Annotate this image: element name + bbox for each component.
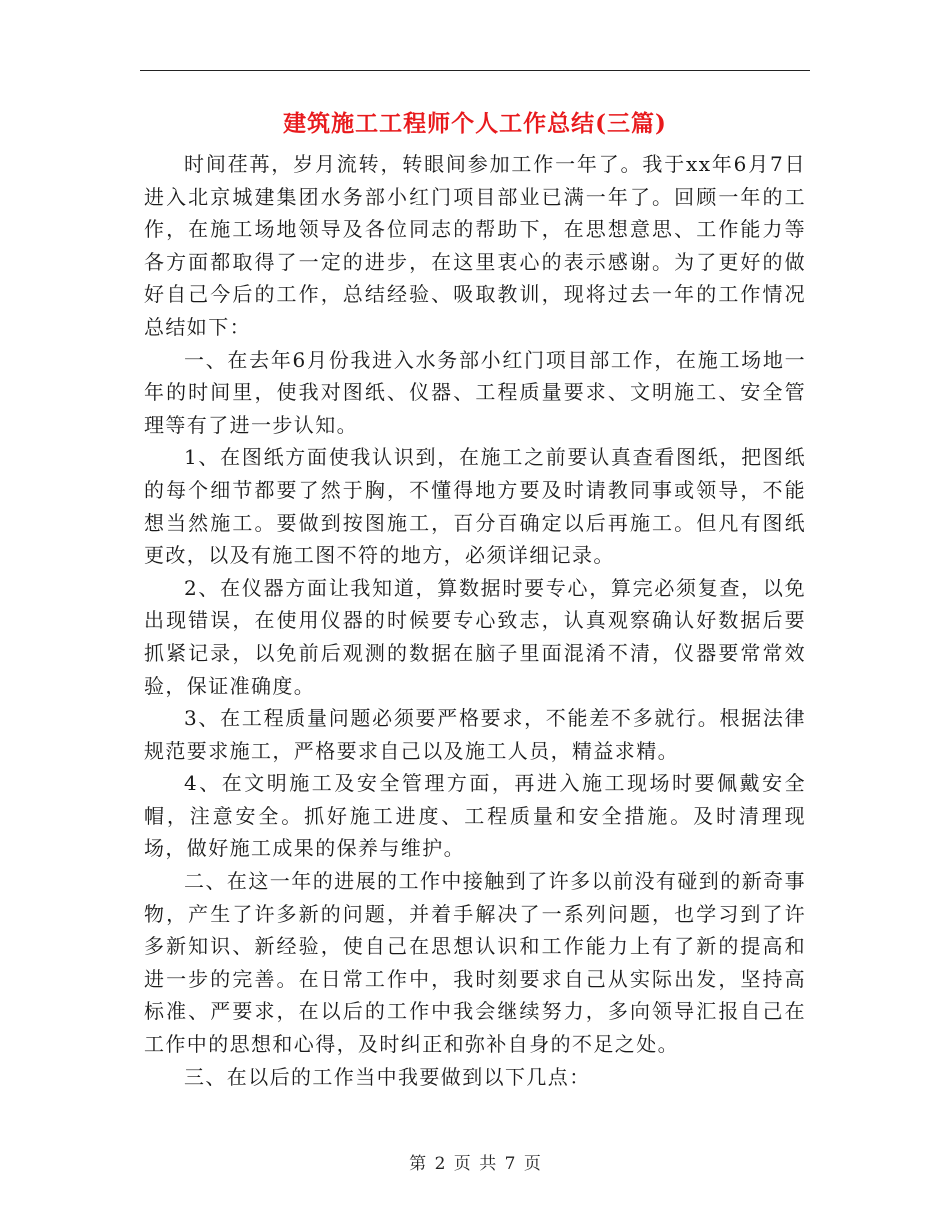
paragraph-item-drawings: 1、在图纸方面使我认识到，在施工之前要认真查看图纸，把图纸的每个细节都要了然于胸，不懂得地方要及时请教同事或领导，不能想当然施工。要做到按图施工，百分百确定以后再施工。但凡有图纸更改，以及有施工图不符的地方，必须详细记录。 <box>144 445 806 568</box>
page-number-footer: 第 2 页 共 7 页 <box>409 1154 541 1174</box>
document-body <box>144 148 806 1093</box>
paragraph-section-one: 一、在去年6月份我进入水务部小红门项目部工作，在施工场地一年的时间里，使我对图纸、仪器、工程质量要求、文明施工、安全管理等有了进一步认知。 <box>144 347 806 437</box>
paragraph-item-safety: 4、在文明施工及安全管理方面，再进入施工现场时要佩戴安全帽，注意安全。抓好施工进度、工程质量和安全措施。及时清理现场，做好施工成果的保养与维护。 <box>144 771 806 861</box>
header-rule <box>140 70 810 71</box>
paragraph-item-quality: 3、在工程质量问题必须要严格要求，不能差不多就行。根据法律规范要求施工，严格要求自己以及施工人员，精益求精。 <box>144 706 806 763</box>
paragraph-intro: 时间荏苒，岁月流转，转眼间参加工作一年了。我于xx年6月7日进入北京城建集团水务部小红门项目部业已满一年了。回顾一年的工作，在施工场地领导及各位同志的帮助下，在思想意思、工作能力等各方面都取得了一定的进步，在这里衷心的表示感谢。为了更好的做好自己今后的工作，总结经验、吸取教训，现将过去一年的工作情况总结如下： <box>144 152 806 339</box>
paragraph-item-instruments: 2、在仪器方面让我知道，算数据时要专心，算完必须复查，以免出现错误，在使用仪器的时候要专心致志，认真观察确认好数据后要抓紧记录，以免前后观测的数据在脑子里面混淆不清，仪器要常常效验，保证准确度。 <box>144 575 806 698</box>
paragraph-section-three: 三、在以后的工作当中我要做到以下几点： <box>184 1064 591 1089</box>
paragraph-section-two: 二、在这一年的进展的工作中接触到了许多以前没有碰到的新奇事物，产生了许多新的问题，并着手解决了一系列问题，也学习到了许多新知识、新经验，使自己在思想认识和工作能力上有了新的提高和进一步的完善。在日常工作中，我时刻要求自己从实际出发，坚持高标准、严要求，在以后的工作中我会继续努力，多向领导汇报自己在工作中的思想和心得，及时纠正和弥补自身的不足之处。 <box>144 869 806 1057</box>
document-title: 建筑施工工程师个人工作总结(三篇) <box>283 110 667 137</box>
